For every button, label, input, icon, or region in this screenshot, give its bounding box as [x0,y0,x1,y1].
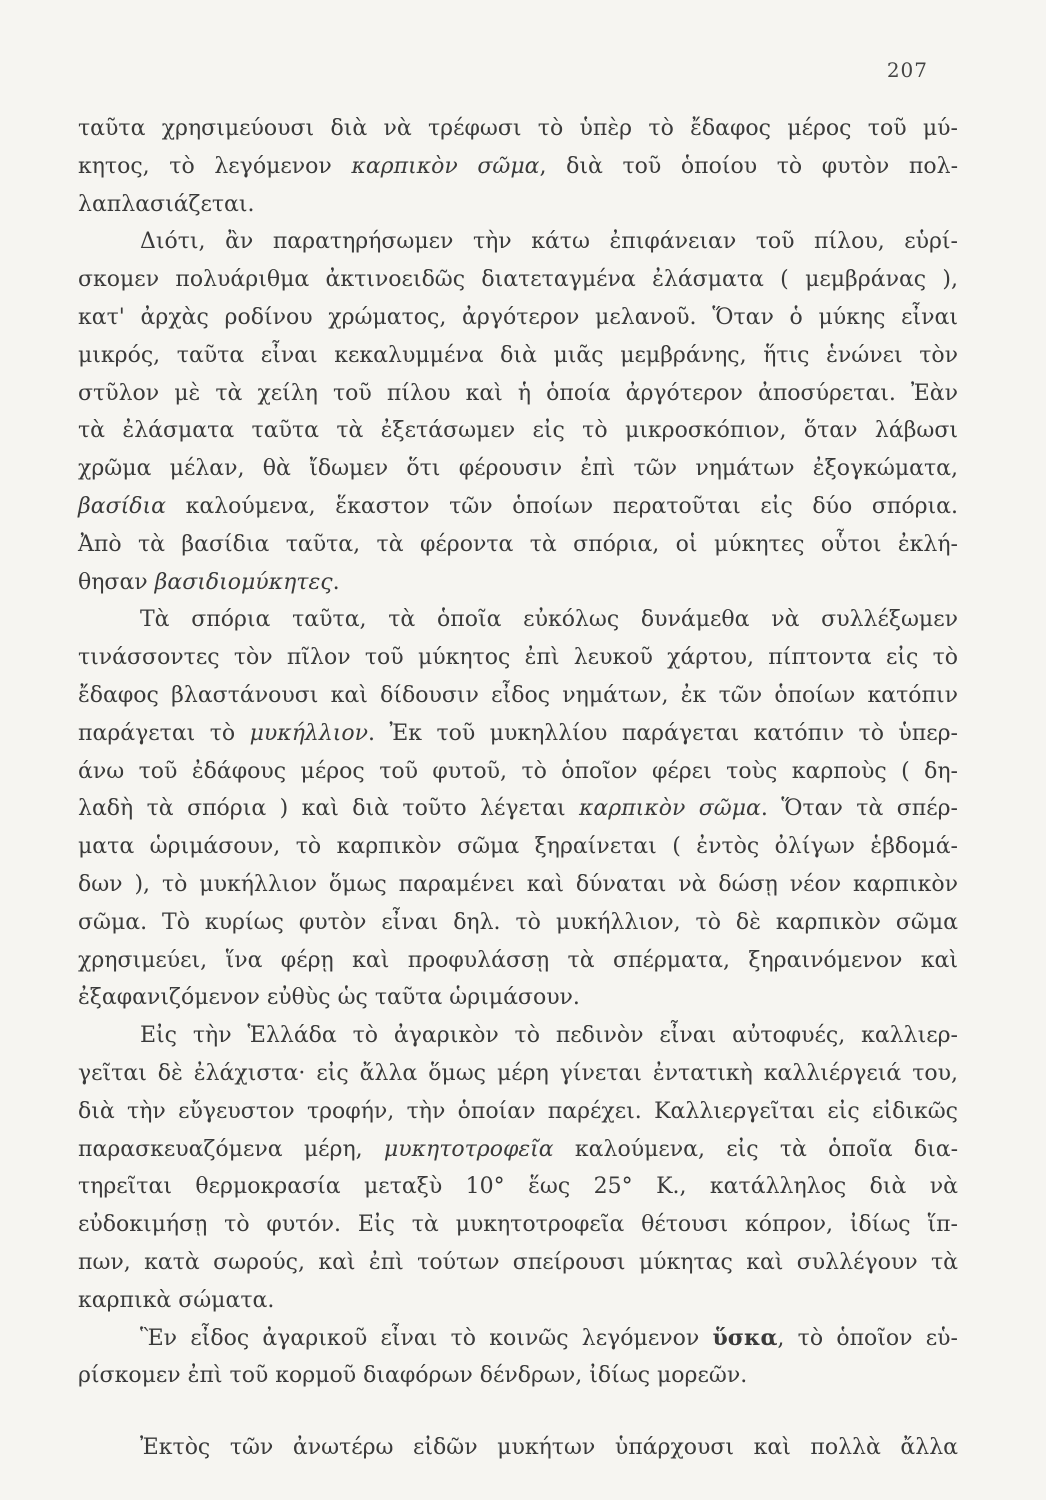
italic-term: βασίδια [78,493,166,519]
text-segment: . Ὅταν τὰ σπέρ- [760,796,958,822]
text-segment: γεῖται δὲ ἐλάχιστα· εἰς ἄλλα ὅμως μέρη γίνεται ἐντατικὴ καλλιέργειά του, [78,1060,958,1086]
bold-term: ὕσκα [712,1324,778,1351]
text-segment: λαπλασιάζεται. [78,191,255,217]
text-line [78,1168,958,1206]
text-segment: στῦλον μὲ τὰ χείλη τοῦ πίλου καὶ ἡ ὁποία ἀργότερον ἀποσύρεται. Ἐὰν [78,380,958,406]
text-segment: Ἀπὸ τὰ βασίδια ταῦτα, τὰ φέροντα τὰ σπόρια, οἱ μύκητες οὗτοι ἐκλή- [78,531,958,557]
text-line [78,715,958,753]
text-segment: άνω τοῦ ἐδάφους μέρος τοῦ φυτοῦ, τὸ ὁποῖον φέρει τοὺς καρποὺς ( δη- [78,758,958,784]
text-line [78,488,958,526]
text-line [78,450,958,488]
text-line [78,904,958,942]
text-line [78,601,958,639]
text-line [78,1131,958,1169]
text-segment: ἔδαφος βλαστάνουσι καὶ δίδουσιν εἶδος νημάτων, ἐκ τῶν ὁποίων κατόπιν [78,682,958,708]
page-number: 207 [886,58,928,82]
text-line [78,526,958,564]
text-segment: ματα ὡριμάσουν, τὸ καρπικὸν σῶμα ξηραίνεται ( ἐντὸς ὀλίγων ἑβδομά- [78,834,958,860]
text-line [78,1429,958,1467]
text-line [78,1282,958,1320]
text-segment: Διότι, ἂν παρατηρήσωμεν τὴν κάτω ἐπιφάνειαν τοῦ πίλου, εὑρί- [140,229,958,255]
text-line [78,866,958,904]
text-segment: κητος, τὸ λεγόμενον [78,153,352,179]
text-segment: χρῶμα μέλαν, θὰ ἴδωμεν ὅτι φέρουσιν ἐπὶ τῶν νημάτων ἐξογκώματα, [78,456,958,482]
text-line [78,412,958,450]
text-line [78,223,958,261]
text-line [78,790,958,828]
text-line [78,1244,958,1282]
text-line [78,1320,958,1358]
text-segment: διὰ τὴν εὔγευστον τροφήν, τὴν ὁποίαν παρέχει. Καλλιεργεῖται εἰς εἰδικῶς [78,1098,958,1124]
text-line [78,186,958,224]
text-line [78,753,958,791]
text-segment: σῶμα. Τὸ κυρίως φυτὸν εἶναι δηλ. τὸ μυκήλλιον, τὸ δὲ καρπικὸν σῶμα [78,909,958,935]
text-segment: χρησιμεύει, ἵνα φέρῃ καὶ προφυλάσσῃ τὰ σπέρματα, ξηραινόμενον καὶ [78,947,958,973]
text-line [78,1017,958,1055]
text-segment: ἐξαφανιζόμενον εὐθὺς ὡς ταῦτα ὡριμάσουν. [78,985,580,1011]
text-line [78,828,958,866]
text-segment: παρασκευαζόμενα μέρη, [78,1136,384,1162]
text-line [78,337,958,375]
text-segment: κατ' ἀρχὰς ροδίνου χρώματος, ἀργότερον μελανοῦ. Ὅταν ὁ μύκης εἶναι [78,304,958,330]
text-segment: ταῦτα χρησιμεύουσι διὰ νὰ τρέφωσι τὸ ὑπὲρ τὸ ἔδαφος μέρος τοῦ μύ- [78,116,958,141]
text-segment: παράγεται τὸ [78,720,250,746]
italic-term: βασιδιομύκητες [154,569,333,595]
text-segment: πων, κατὰ σωρούς, καὶ ἐπὶ τούτων σπείρουσι μύκητας καὶ συλλέγουν τὰ [78,1249,958,1275]
text-segment: Τὰ σπόρια ταῦτα, τὰ ὁποῖα εὐκόλως δυνάμεθα νὰ συλλέξωμεν [140,607,958,633]
italic-term: μυκήλλιον [249,720,369,746]
text-line [78,1357,958,1395]
text-line [78,942,958,980]
body-text [78,110,958,1467]
text-segment: , τὸ ὁποῖον εὑ- [777,1325,958,1351]
text-segment: τὰ ἐλάσματα ταῦτα τὰ ἐξετάσωμεν εἰς τὸ μικροσκόπιον, ὅταν λάβωσι [78,418,958,444]
text-line [78,677,958,715]
text-segment: καρπικὰ σώματα. [78,1287,275,1313]
text-segment: δων ), τὸ μυκήλλιον ὅμως παραμένει καὶ δύναται νὰ δώσῃ νέον καρπικὸν [78,871,958,897]
text-line [78,375,958,413]
italic-term: καρπικὸν σῶμα [351,153,540,179]
text-segment: σκομεν πολυάριθμα ἀκτινοειδῶς διατεταγμένα ἐλάσματα ( μεμβράνας ), [78,267,958,293]
text-line [78,979,958,1017]
text-segment: Ἓν εἶδος ἀγαρικοῦ εἶναι τὸ κοινῶς λεγόμενον [140,1325,713,1351]
text-segment: . [332,569,340,595]
text-line [78,1206,958,1244]
italic-term: μυκητοτροφεῖα [383,1136,554,1162]
text-segment: λαδὴ τὰ σπόρια ) καὶ διὰ τοῦτο λέγεται [78,796,579,822]
text-line [78,110,958,148]
text-line [78,1055,958,1093]
text-segment: καλούμενα, εἰς τὰ ὁποῖα δια- [553,1136,958,1162]
text-segment: θησαν [78,569,155,595]
text-segment: , διὰ τοῦ ὁποίου τὸ φυτὸν πολ- [539,153,959,179]
italic-term: καρπικὸν σῶμα [579,796,761,822]
text-line [78,564,958,602]
text-segment: μικρός, ταῦτα εἶναι κεκαλυμμένα διὰ μιᾶς μεμβράνης, ἥτις ἑνώνει τὸν [78,342,958,368]
text-segment: τηρεῖται θερμοκρασία μεταξὺ 10° ἕως 25° Κ., κατάλληλος διὰ νὰ [78,1174,958,1200]
text-segment: Ἐκτὸς τῶν ἀνωτέρω εἰδῶν μυκήτων ὑπάρχουσι καὶ πολλὰ ἄλλα [140,1435,958,1461]
text-segment: . Ἐκ τοῦ μυκηλλίου παράγεται κατόπιν τὸ ὑπερ- [368,720,958,746]
text-line [78,639,958,677]
text-line [78,299,958,337]
text-line [78,148,958,186]
text-segment: τινάσσοντες τὸν πῖλον τοῦ μύκητος ἐπὶ λευκοῦ χάρτου, πίπτοντα εἰς τὸ [78,645,958,671]
text-segment: ρίσκομεν ἐπὶ τοῦ κορμοῦ διαφόρων δένδρων, ἰδίως μορεῶν. [78,1363,748,1389]
text-segment: Εἰς τὴν Ἑλλάδα τὸ ἀγαρικὸν τὸ πεδινὸν εἶναι αὐτοφυές, καλλιερ- [140,1023,958,1049]
text-segment: εὐδοκιμήσῃ τὸ φυτόν. Εἰς τὰ μυκητοτροφεῖα θέτουσι κόπρον, ἰδίως ἵπ- [78,1212,958,1238]
text-line [78,261,958,299]
text-segment: καλούμενα, ἕκαστον τῶν ὁποίων περατοῦται εἰς δύο σπόρια. [165,493,958,519]
text-line [78,1093,958,1131]
